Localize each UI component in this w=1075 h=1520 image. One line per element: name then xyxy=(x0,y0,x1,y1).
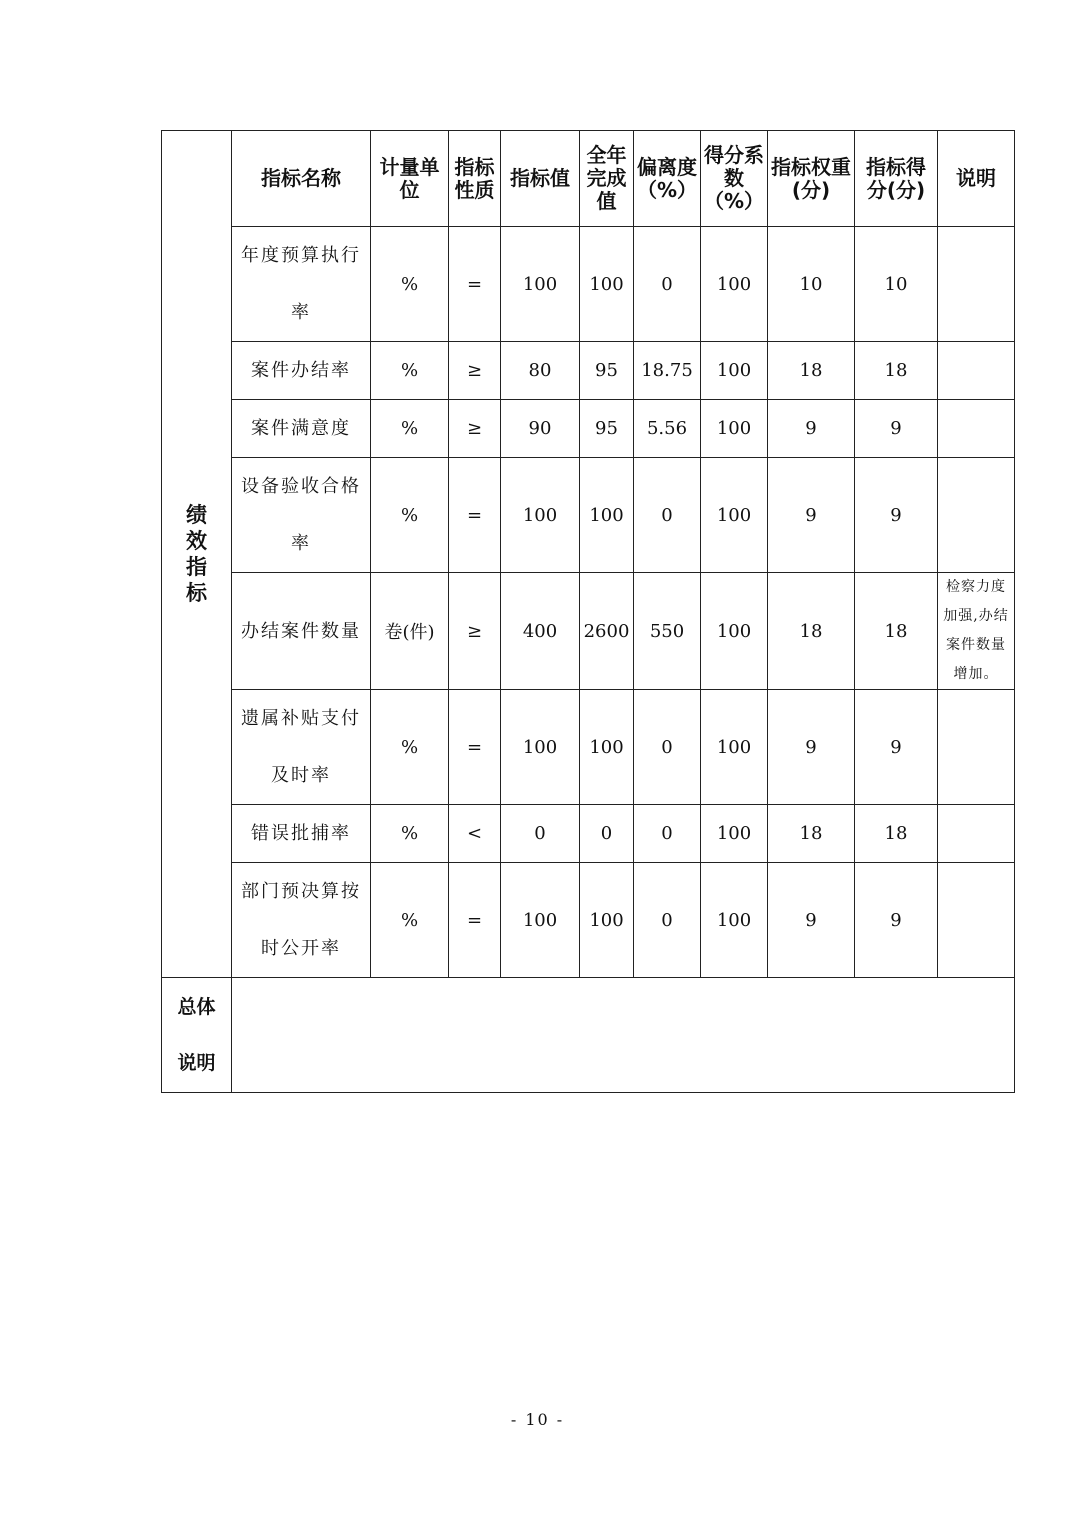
score-cell: 9 xyxy=(855,863,938,978)
actual-cell: 100 xyxy=(580,458,634,573)
deviation-cell: 0 xyxy=(634,227,701,342)
unit-cell: % xyxy=(371,400,449,458)
coefficient-cell: 100 xyxy=(701,690,768,805)
nature-cell: ≥ xyxy=(449,400,501,458)
target-cell: 90 xyxy=(501,400,580,458)
header-cell xyxy=(501,131,580,227)
indicator-name: 部门预决算按时公开率 xyxy=(241,881,361,959)
score-cell: 18 xyxy=(855,342,938,400)
note-cell xyxy=(938,458,1015,573)
indicator-name-cell xyxy=(232,400,371,458)
table-row xyxy=(162,458,1015,573)
deviation-cell: 0 xyxy=(634,458,701,573)
actual-cell: 100 xyxy=(580,227,634,342)
target-cell: 100 xyxy=(501,690,580,805)
header-cell xyxy=(634,131,701,227)
table-row xyxy=(162,805,1015,863)
note-cell xyxy=(938,863,1015,978)
deviation-cell: 0 xyxy=(634,690,701,805)
coefficient-cell: 100 xyxy=(701,573,768,690)
indicator-name: 案件满意度 xyxy=(251,418,351,439)
unit-cell: % xyxy=(371,342,449,400)
summary-label-cell xyxy=(162,978,232,1093)
deviation-cell: 550 xyxy=(634,573,701,690)
target-cell: 100 xyxy=(501,863,580,978)
unit-cell: % xyxy=(371,227,449,342)
weight-cell: 9 xyxy=(768,863,855,978)
weight-cell: 9 xyxy=(768,400,855,458)
nature-cell: ≥ xyxy=(449,342,501,400)
weight-cell: 9 xyxy=(768,458,855,573)
header-cell xyxy=(701,131,768,227)
target-cell: 100 xyxy=(501,458,580,573)
header-cell xyxy=(855,131,938,227)
deviation-cell: 0 xyxy=(634,805,701,863)
actual-cell: 95 xyxy=(580,342,634,400)
header-deviation: 偏离度（%） xyxy=(636,154,698,202)
indicator-name: 年度预算执行率 xyxy=(241,245,361,323)
table-row xyxy=(162,400,1015,458)
performance-table xyxy=(161,130,1015,1093)
header-actual: 全年完成值 xyxy=(586,143,627,213)
coefficient-cell: 100 xyxy=(701,458,768,573)
unit-cell: % xyxy=(371,690,449,805)
indicator-name-cell xyxy=(232,690,371,805)
nature-cell: = xyxy=(449,863,501,978)
unit-cell: % xyxy=(371,458,449,573)
actual-cell: 2600 xyxy=(580,573,634,690)
nature-cell: = xyxy=(449,690,501,805)
header-indicator-name: 指标名称 xyxy=(261,166,341,190)
target-cell: 100 xyxy=(501,227,580,342)
note-cell xyxy=(938,342,1015,400)
weight-cell: 10 xyxy=(768,227,855,342)
target-cell: 0 xyxy=(501,805,580,863)
coefficient-cell: 100 xyxy=(701,227,768,342)
indicator-name-cell xyxy=(232,227,371,342)
actual-cell: 0 xyxy=(580,805,634,863)
weight-cell: 18 xyxy=(768,342,855,400)
header-score: 指标得分(分) xyxy=(866,154,926,202)
summary-label-line1: 总体 xyxy=(177,996,216,1018)
header-nature: 指标性质 xyxy=(454,154,495,202)
note-cell xyxy=(938,690,1015,805)
nature-cell: < xyxy=(449,805,501,863)
coefficient-cell: 100 xyxy=(701,342,768,400)
table-header-row xyxy=(162,131,1015,227)
target-cell: 80 xyxy=(501,342,580,400)
score-cell: 9 xyxy=(855,690,938,805)
table-row xyxy=(162,342,1015,400)
indicator-name-cell xyxy=(232,342,371,400)
header-coefficient: 得分系数（%） xyxy=(703,143,765,213)
indicator-name-cell xyxy=(232,863,371,978)
nature-cell: = xyxy=(449,458,501,573)
summary-content xyxy=(232,978,1015,1093)
header-weight: 指标权重(分) xyxy=(771,154,851,202)
deviation-cell: 0 xyxy=(634,863,701,978)
score-cell: 9 xyxy=(855,458,938,573)
deviation-cell: 18.75 xyxy=(634,342,701,400)
category-label: 绩效指标 xyxy=(186,503,207,605)
note-text: 检察力度加强,办结案件数量增加。 xyxy=(943,579,1009,682)
indicator-name: 办结案件数量 xyxy=(241,620,361,642)
header-unit: 计量单位 xyxy=(379,154,440,202)
indicator-name: 遗属补贴支付及时率 xyxy=(241,708,361,786)
indicator-name-cell xyxy=(232,573,371,690)
indicator-name: 设备验收合格率 xyxy=(241,476,361,554)
unit-cell: % xyxy=(371,863,449,978)
actual-cell: 100 xyxy=(580,863,634,978)
note-cell xyxy=(938,227,1015,342)
coefficient-cell: 100 xyxy=(701,863,768,978)
nature-cell: ≥ xyxy=(449,573,501,690)
coefficient-cell: 100 xyxy=(701,400,768,458)
summary-row xyxy=(162,978,1015,1093)
header-cell xyxy=(449,131,501,227)
table-row xyxy=(162,573,1015,690)
weight-cell: 18 xyxy=(768,573,855,690)
header-target: 指标值 xyxy=(510,166,570,190)
header-cell xyxy=(768,131,855,227)
note-cell xyxy=(938,573,1015,690)
table-row xyxy=(162,227,1015,342)
deviation-cell: 5.56 xyxy=(634,400,701,458)
unit-cell: 卷(件) xyxy=(371,573,449,690)
actual-cell: 95 xyxy=(580,400,634,458)
header-cell xyxy=(938,131,1015,227)
header-cell xyxy=(580,131,634,227)
actual-cell: 100 xyxy=(580,690,634,805)
table-row xyxy=(162,863,1015,978)
score-cell: 18 xyxy=(855,805,938,863)
header-cell xyxy=(232,131,371,227)
indicator-name-cell xyxy=(232,458,371,573)
note-cell xyxy=(938,805,1015,863)
page-number: - 10 - xyxy=(510,1410,565,1429)
category-cell xyxy=(162,131,232,978)
header-cell xyxy=(371,131,449,227)
header-note: 说明 xyxy=(956,166,996,190)
table-row xyxy=(162,690,1015,805)
target-cell: 400 xyxy=(501,573,580,690)
coefficient-cell: 100 xyxy=(701,805,768,863)
indicator-name-cell xyxy=(232,805,371,863)
summary-label-line2: 说明 xyxy=(177,1052,216,1074)
note-cell xyxy=(938,400,1015,458)
score-cell: 10 xyxy=(855,227,938,342)
weight-cell: 9 xyxy=(768,690,855,805)
indicator-name: 案件办结率 xyxy=(251,360,351,381)
nature-cell: = xyxy=(449,227,501,342)
score-cell: 9 xyxy=(855,400,938,458)
indicator-name: 错误批捕率 xyxy=(251,823,351,844)
unit-cell: % xyxy=(371,805,449,863)
score-cell: 18 xyxy=(855,573,938,690)
weight-cell: 18 xyxy=(768,805,855,863)
